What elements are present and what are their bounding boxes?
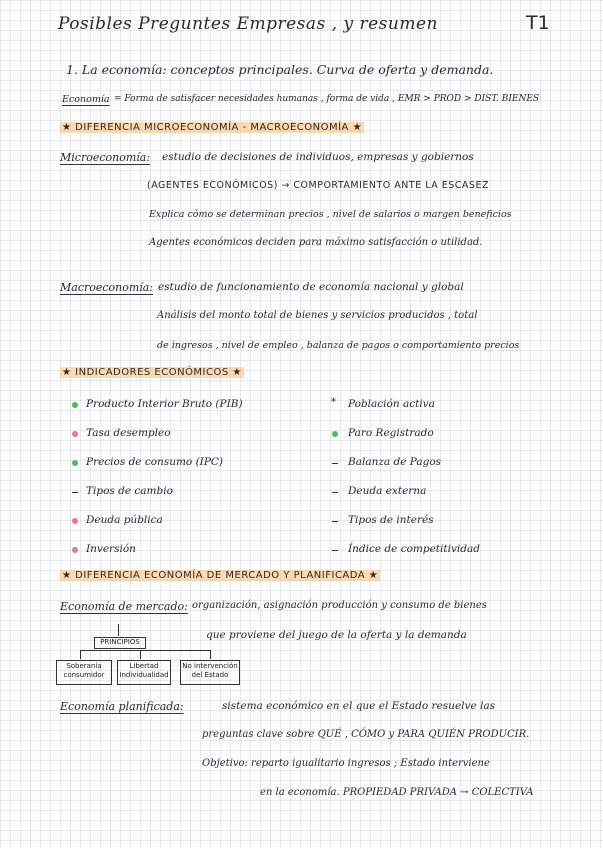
diagram-box-libertad: Libertad Individualidad xyxy=(117,660,171,685)
indicator-left-item: Inversión xyxy=(86,543,136,555)
diagram-branch-mid xyxy=(140,650,141,659)
indicator-left-item: Producto Interior Bruto (PIB) xyxy=(86,398,243,410)
planned-label: Economía planificada: xyxy=(60,700,184,713)
pink-bullet-dot xyxy=(72,518,78,524)
dash-bullet xyxy=(332,463,338,464)
indicator-left-item: Tipos de cambio xyxy=(86,485,173,497)
planned-line4: en la economía. PROPIEDAD PRIVADA → COLECTIVA xyxy=(260,787,534,798)
indicator-right-item: Deuda externa xyxy=(348,485,427,497)
green-bullet-dot xyxy=(72,460,78,466)
planned-line1: sistema económico en el que el Estado resuelve las xyxy=(222,700,496,712)
section1-heading: 1. La economía: conceptos principales. Curva de oferta y demanda. xyxy=(66,62,494,77)
indicator-left-item: Deuda pública xyxy=(86,514,163,526)
diagram-branch-left xyxy=(80,650,81,659)
diagram-branch xyxy=(80,650,210,651)
topic-tag: T1 xyxy=(526,12,550,34)
section2-heading: ★ DIFERENCIA MICROECONOMÍA - MACROECONOMÍA ★ xyxy=(62,122,363,133)
diagram-stem xyxy=(118,624,119,636)
macro-line2: Análisis del monto total de bienes y servicios producidos , total xyxy=(157,310,478,321)
indicator-left-item: Tasa desempleo xyxy=(86,427,171,439)
pink-bullet-dot xyxy=(72,431,78,437)
pink-bullet-dot xyxy=(72,547,78,553)
dash-bullet xyxy=(332,492,338,493)
section4-heading: ★ DIFERENCIA ECONOMÍA DE MERCADO Y PLANIFICADA ★ xyxy=(62,570,379,581)
indicator-right-item: Tipos de interés xyxy=(348,514,434,526)
diagram-box-no-intervencion: No intervención del Estado xyxy=(180,660,240,685)
macro-line3: de ingresos , nivel de empleo , balanza de pagos o comportamiento precios xyxy=(157,340,520,351)
indicator-right-item: Índice de competitividad xyxy=(348,543,480,555)
market-line2: que proviene del juego de la oferta y la demanda xyxy=(206,629,467,641)
macro-line1: estudio de funcionamiento de economía nacional y global xyxy=(158,281,464,293)
micro-line1: estudio de decisiones de individuos, empresas y gobiernos xyxy=(162,151,474,163)
indicator-right-item: Paro Registrado xyxy=(348,427,434,439)
green-bullet-dot xyxy=(332,431,338,437)
market-label: Economía de mercado: xyxy=(60,600,188,613)
macro-label: Macroeconomía: xyxy=(60,281,154,294)
dash-bullet xyxy=(72,492,78,493)
planned-line2: preguntas clave sobre QUÉ , CÓMO y PARA QUIÉN PRODUCIR. xyxy=(202,729,530,740)
market-line1: organización, asignación producción y consumo de bienes xyxy=(192,600,487,611)
economia-definition-label: Economía xyxy=(62,94,110,105)
star-bullet: * xyxy=(331,397,336,408)
indicator-left-item: Precios de consumo (IPC) xyxy=(86,456,224,468)
micro-line2: (AGENTES ECONÓMICOS) → COMPORTAMIENTO ANTE LA ESCASEZ xyxy=(147,180,489,191)
planned-line3: Objetivo: reparto igualitario ingresos ; Estado interviene xyxy=(202,758,490,769)
economia-definition-text: = Forma de satisfacer necesidades humanas , forma de vida , EMR > PROD > DIST. BIENES xyxy=(114,94,540,104)
section3-heading: ★ INDICADORES ECONÓMICOS ★ xyxy=(62,367,242,378)
dash-bullet xyxy=(332,550,338,551)
micro-label: Microeconomía: xyxy=(60,151,151,164)
micro-line4: Agentes económicos deciden para máximo satisfacción o utilidad. xyxy=(149,237,483,248)
green-bullet-dot xyxy=(72,402,78,408)
indicator-right-item: Balanza de Pagos xyxy=(348,456,442,468)
diagram-box-soberania: Soberanía consumidor xyxy=(56,660,112,685)
page-title: Posibles Preguntes Empresas , y resumen xyxy=(58,14,438,34)
diagram-branch-right xyxy=(210,650,211,659)
micro-line3: Explica cómo se determinan precios , nivel de salarios o margen beneficios xyxy=(149,209,512,220)
dash-bullet xyxy=(332,521,338,522)
indicator-right-item: Población activa xyxy=(348,398,435,410)
diagram-principios-box: PRINCIPIOS xyxy=(94,637,146,649)
